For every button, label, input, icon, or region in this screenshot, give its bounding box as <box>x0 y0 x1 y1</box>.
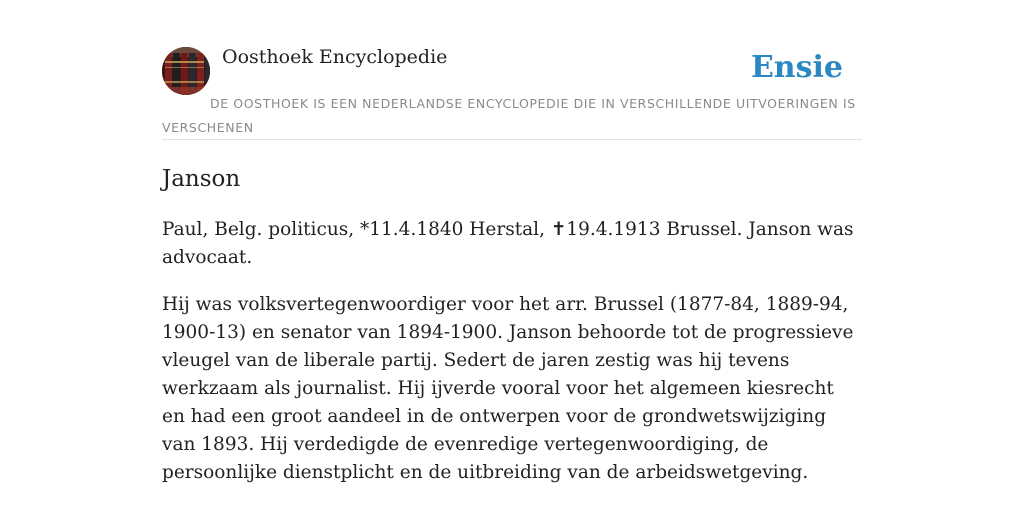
encyclopedia-avatar-icon[interactable] <box>162 47 210 95</box>
site-name[interactable]: Oosthoek Encyclopedie <box>222 46 448 68</box>
article-paragraph: Paul, Belg. politicus, *11.4.1840 Herstal, ✝19.4.1913 Brussel. Janson was advocaat. <box>162 219 854 268</box>
article-title: Janson <box>162 166 241 192</box>
article <box>162 162 862 487</box>
ensie-logo-link[interactable]: Ensie <box>750 50 843 85</box>
site-header <box>162 44 862 140</box>
site-tagline: DE OOSTHOEK IS EEN NEDERLANDSE ENCYCLOPEDIE DIE IN VERSCHILLENDE UITVOERINGEN IS VERSCHENEN <box>162 96 856 135</box>
article-paragraph: Hij was volksvertegenwoordiger voor het arr. Brussel (1877-84, 1889-94, 1900-13) en senator van 1894-1900. Janson behoorde tot de progressieve vleugel van de liberale partij. Sedert de jaren zestig was hij tevens werkzaam als journalist. Hij ijverde vooral voor het algemeen kiesrecht en had een groot aandeel in de ontwerpen voor de grondwetswijziging van 1893. Hij verdedigde de evenredige vertegenwoordiging, de persoonlijke dienstplicht en de uitbreiding van de arbeidswetgeving. <box>162 294 854 483</box>
